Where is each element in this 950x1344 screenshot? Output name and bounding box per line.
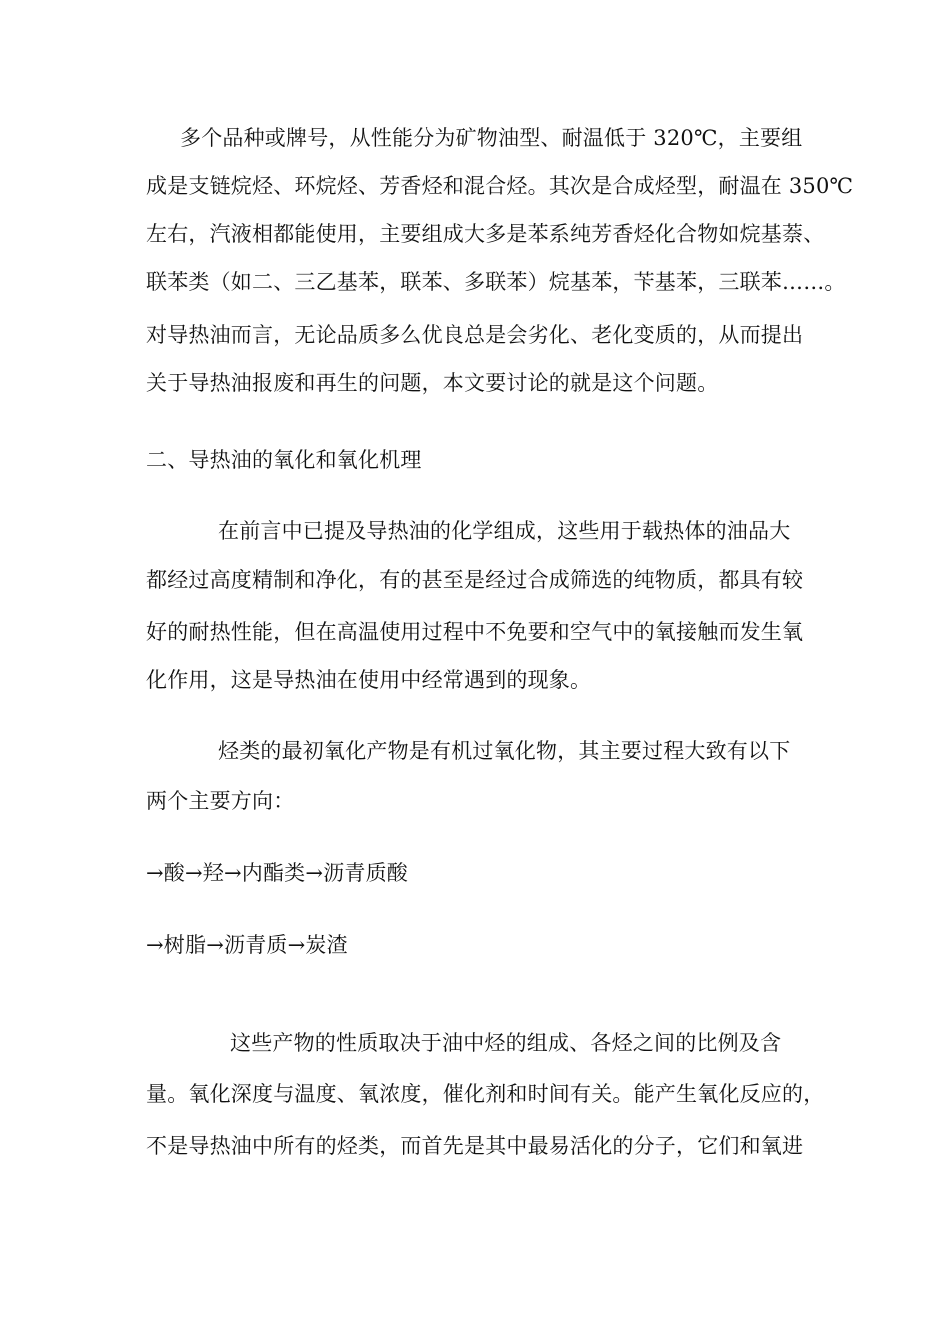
oxidation-path-1: →酸→羟→内酯类→沥青质酸 <box>146 861 408 885</box>
paragraph-1-line-4: 联苯类（如二、三乙基苯，联苯、多联苯）烷基苯，苄基苯，三联苯……。 <box>146 270 846 294</box>
paragraph-2-line-3: 好的耐热性能，但在高温使用过程中不免要和空气中的氧接触而发生氧 <box>146 620 804 644</box>
paragraph-1-line-1: 多个品种或牌号，从性能分为矿物油型、耐温低于 320℃，主要组 <box>180 126 803 150</box>
paragraph-1-line-5: 对导热油而言，无论品质多么优良总是会劣化、老化变质的，从而提出 <box>146 323 804 347</box>
paragraph-3-line-1: 烃类的最初氧化产物是有机过氧化物，其主要过程大致有以下 <box>218 739 791 763</box>
paragraph-4-line-1: 这些产物的性质取决于油中烃的组成、各烃之间的比例及含 <box>230 1031 782 1055</box>
paragraph-1-line-6: 关于导热油报废和再生的问题，本文要讨论的就是这个问题。 <box>146 371 719 395</box>
section-heading: 二、导热油的氧化和氧化机理 <box>146 448 422 472</box>
paragraph-2-line-2: 都经过高度精制和净化，有的甚至是经过合成筛选的纯物质，都具有较 <box>146 568 804 592</box>
paragraph-4-line-3: 不是导热油中所有的烃类，而首先是其中最易活化的分子，它们和氧进 <box>146 1134 804 1158</box>
paragraph-3-line-2: 两个主要方向： <box>146 789 295 813</box>
paragraph-2-line-4: 化作用，这是导热油在使用中经常遇到的现象。 <box>146 668 592 692</box>
paragraph-1-line-3: 左右，汽液相都能使用，主要组成大多是苯系纯芳香烃化合物如烷基萘、 <box>146 222 825 246</box>
paragraph-2-line-1: 在前言中已提及导热油的化学组成，这些用于载热体的油品大 <box>218 519 791 543</box>
paragraph-1-line-2: 成是支链烷烃、环烷烃、芳香烃和混合烃。其次是合成烃型，耐温在 350℃ <box>146 174 854 198</box>
oxidation-path-2: →树脂→沥青质→炭渣 <box>146 933 348 957</box>
paragraph-4-line-2: 量。氧化深度与温度、氧浓度，催化剂和时间有关。能产生氧化反应的， <box>146 1082 825 1106</box>
